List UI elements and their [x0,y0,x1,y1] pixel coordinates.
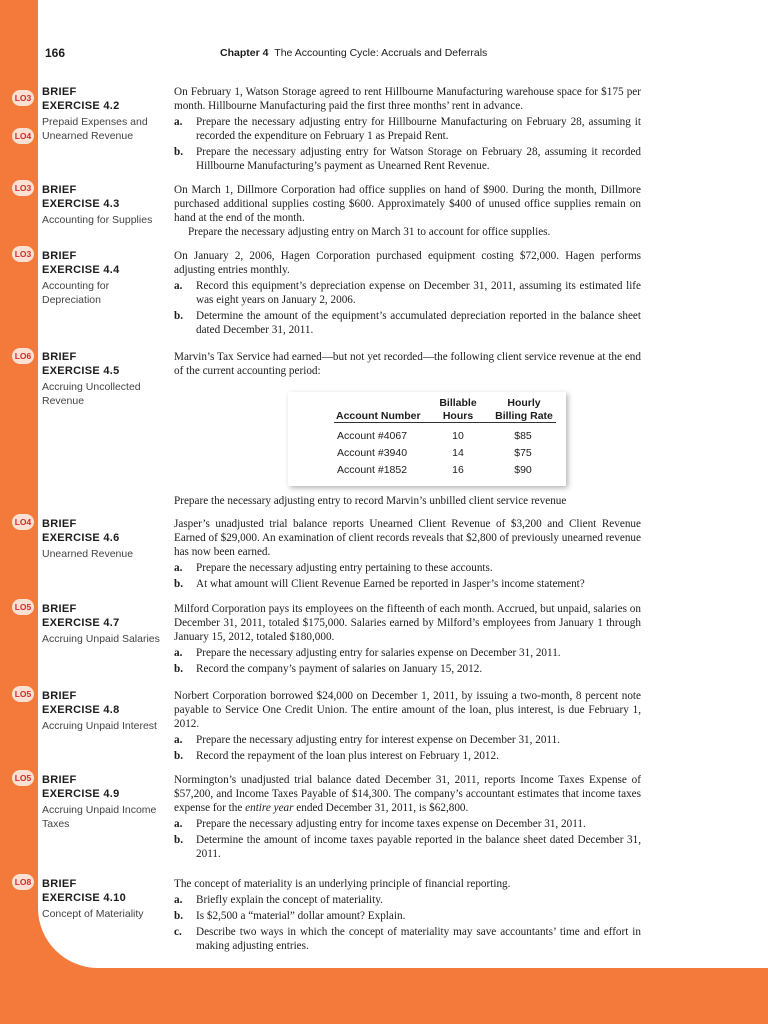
exercise-body: Jasper’s unadjusted trial balance reports Unearned Client Revenue of $3,200 and Client Revenue Earned of $29,000. An examination of client records reveals that $2,800 of previously unearned revenue has now been earned. a. Prepare the necessary adjusting entry pertaining to these accounts. b. At what amount will Client Revenue Earned be reported in Jasper’s income statement? [174,518,641,590]
exercise-heading: BRIEF EXERCISE 4.8 Accruing Unpaid Interest [42,690,157,732]
page-number: 166 [45,46,66,60]
exercise-body: On January 2, 2006, Hagen Corporation purchased equipment costing $72,000. Hagen performs adjusting entries monthly. a. Record this equipment’s depreciation expense on December 31, 2011, assuming its estimated life was eight years on January 2, 2006. b. Determine the amount of the equipment’s accumulated depreciation reported in the balance sheet dated December 31, 2011. [174,250,641,336]
learning-objective-badge: LO5 [12,686,34,702]
exercise-heading: BRIEF EXERCISE 4.3 Accounting for Supplies [42,184,153,226]
exercise-body: Normington’s unadjusted trial balance dated December 31, 2011, reports Income Taxes Expense of $57,200, and Income Taxes Payable of $14,300. The company’s accountant estimates that income taxes expense for the entire year ended December 31, 2011, is $62,800. a. Prepare the necessary adjusting entry for income taxes expense on December 31, 2011. b. Determine the amount of income taxes payable reported in the balance sheet dated December 31, 2011. [174,774,641,860]
table-header: Account Number [336,410,421,422]
list-item: b. Is $2,500 a “material” dollar amount? Explain. [174,910,406,922]
page-header [45,44,725,64]
list-item: a. Briefly explain the concept of materiality. [174,894,383,906]
exercise-heading: BRIEF EXERCISE 4.10 Concept of Materiality [42,878,144,920]
exercise-heading: BRIEF EXERCISE 4.9 Accruing Unpaid Income Taxes [42,774,157,830]
learning-objective-badge: LO8 [12,874,34,890]
exercise-body: The concept of materiality is an underlying principle of financial reporting. a. Briefly explain the concept of materiality. b. Is $2,500 a “material” dollar amount? Explain. c. Describe two ways in which the concept of materiality may save accountants’ time and effort in making adjusting entries. [174,878,641,952]
learning-objective-badge: LO3 [12,180,34,196]
list-item: b. Record the company’s payment of salaries on January 15, 2012. [174,663,483,675]
list-item: a. Prepare the necessary adjusting entry for salaries expense on December 31, 2011. [174,647,561,659]
divider [334,422,556,423]
list-item: a. Prepare the necessary adjusting entry for Hillbourne Manufacturing on February 28, assuming it recorded the expenditure on February 1 as Prepaid Rent. [174,116,641,142]
learning-objective-badge: LO3 [12,246,34,262]
billable-hours-table: Billable Hours Hourly Billing Rate Account Number Account #4067 10 $85 Account #3940 14 $75 Account #1852 16 $90 [288,392,566,486]
list-item: a. Prepare the necessary adjusting entry for interest expense on December 31, 2011. [174,734,560,746]
page-border [0,968,768,1024]
table-cell: Account #1852 [337,464,408,476]
exercise-body: Norbert Corporation borrowed $24,000 on December 1, 2011, by issuing a two-month, 8 percent note payable to Service One Credit Union. The entire amount of the loan, plus interest, is due February 1, 2012. a. Prepare the necessary adjusting entry for interest expense on December 31, 2011. b. Record the repayment of the loan plus interest on February 1, 2012. [174,690,641,762]
exercise-heading: BRIEF EXERCISE 4.7 Accruing Unpaid Salaries [42,603,160,645]
table-cell: Account #3940 [337,447,408,459]
table-cell: $90 [514,464,532,476]
exercise-body: Milford Corporation pays its employees on the fifteenth of each month. Accrued, but unpaid, salaries on December 31, 2011, totaled $175,000. Salaries earned by Milford’s employees from January 1 through January 15, 2012, totaled $180,000. a. Prepare the necessary adjusting entry for salaries expense on December 31, 2011. b. Record the company’s payment of salaries on January 15, 2012. [174,603,641,675]
list-item: c. Describe two ways in which the concept of materiality may save accountants’ time and effort in making adjusting entries. [174,926,641,952]
learning-objective-badge: LO5 [12,599,34,615]
list-item: b. At what amount will Client Revenue Earned be reported in Jasper’s income statement? [174,578,585,590]
learning-objective-badge: LO4 [12,514,34,530]
learning-objective-badge: LO5 [12,770,34,786]
exercise-body: On February 1, Watson Storage agreed to rent Hillbourne Manufacturing warehouse space for $175 per month. Hillbourne Manufacturing paid the first three months’ rent in advance. a. Prepare the necessary adjusting entry for Hillbourne Manufacturing on February 28, assuming it recorded the expenditure on February 1 as Prepaid Rent. b. Prepare the necessary adjusting entry for Watson Storage on February 28, assuming it recorded Hillbourne Manufacturing’s payment as Unearned Rent Revenue. [174,86,641,172]
table-cell: 16 [452,464,464,476]
list-item: a. Record this equipment’s depreciation expense on December 31, 2011, assuming its estimated life was eight years on January 2, 2006. [174,280,641,306]
exercise-body-followup: Prepare the necessary adjusting entry to record Marvin’s unbilled client service revenue [174,495,567,507]
list-item: b. Record the repayment of the loan plus interest on February 1, 2012. [174,750,499,762]
table-cell: Account #4067 [337,430,408,442]
table-cell: 10 [452,430,464,442]
table-cell: $75 [514,447,532,459]
learning-objective-badge: LO3 [12,90,34,106]
exercise-heading: BRIEF EXERCISE 4.6 Unearned Revenue [42,518,134,560]
exercise-heading: BRIEF EXERCISE 4.4 Accounting for Depreciation [42,250,120,306]
list-item: b. Prepare the necessary adjusting entry for Watson Storage on February 28, assuming it recorded Hillbourne Manufacturing’s payment as Unearned Rent Revenue. [174,146,641,172]
running-head: Chapter 4 The Accounting Cycle: Accruals and Deferrals [220,47,488,59]
exercise-body: Marvin’s Tax Service had earned—but not yet recorded—the following client service revenue at the end of the current accounting period: [174,351,641,377]
table-cell: $85 [514,430,532,442]
list-item: a. Prepare the necessary adjusting entry pertaining to these accounts. [174,562,493,574]
list-item: a. Prepare the necessary adjusting entry for income taxes expense on December 31, 2011. [174,818,586,830]
list-item: b. Determine the amount of the equipment’s accumulated depreciation reported in the balance sheet dated December 31, 2011. [174,310,641,336]
list-item: b. Determine the amount of income taxes payable reported in the balance sheet dated December 31, 2011. [174,834,641,860]
exercise-heading: BRIEF EXERCISE 4.5 Accruing Uncollected Revenue [42,351,141,407]
exercise-body: On March 1, Dillmore Corporation had office supplies on hand of $900. During the month, Dillmore purchased additional supplies costing $600. Approximately $400 of unused office supplies remain on hand at the end of the month. Prepare the necessary adjusting entry on March 31 to account for office supplies. [174,184,641,238]
exercise-heading: BRIEF EXERCISE 4.2 Prepaid Expenses and Unearned Revenue [42,86,148,142]
learning-objective-badge: LO6 [12,348,34,364]
table-cell: 14 [452,447,464,459]
learning-objective-badge: LO4 [12,128,34,144]
